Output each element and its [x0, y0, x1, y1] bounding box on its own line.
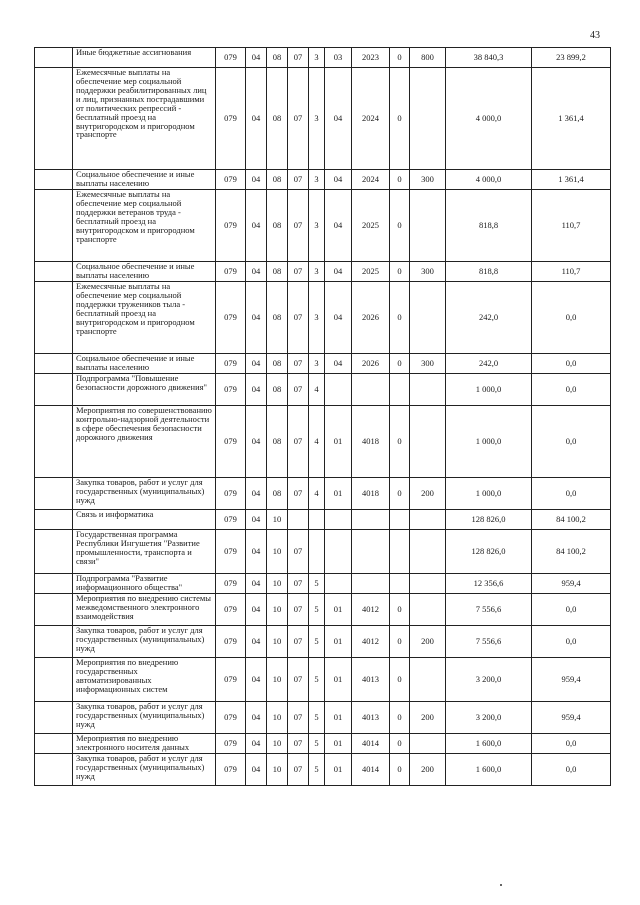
code-subsection: 08	[267, 406, 288, 478]
code-program: 07	[288, 734, 309, 754]
table-row	[35, 478, 611, 510]
item-name: Ежемесячные выплаты на обеспечение мер социальной поддержки ветеранов труда - бесплатный проезд на внутригородском и пригородном транспорте	[73, 190, 216, 262]
amount-actual: 0,0	[532, 354, 611, 374]
code-section: 04	[246, 478, 267, 510]
code-subsection: 10	[267, 574, 288, 594]
amount-actual: 0,0	[532, 406, 611, 478]
code-direction: 4014	[352, 734, 390, 754]
code-ministry: 079	[216, 734, 246, 754]
code-subprogram: 5	[309, 702, 325, 734]
amount-actual: 959,4	[532, 658, 611, 702]
item-name: Подпрограмма "Развитие информационного общества"	[73, 574, 216, 594]
code-expense-type: 200	[410, 702, 446, 734]
code-main-event: 04	[325, 282, 352, 354]
code-expense-type	[410, 658, 446, 702]
code-sub-direction: 0	[390, 478, 410, 510]
code-expense-type	[410, 510, 446, 530]
item-name: Мероприятия по внедрению государственных автоматизированных информационных систем	[73, 658, 216, 702]
amount-actual: 959,4	[532, 702, 611, 734]
amount-plan: 1 000,0	[446, 406, 532, 478]
row-blank-cell	[35, 262, 73, 282]
amount-actual: 23 899,2	[532, 48, 611, 68]
code-subsection: 08	[267, 282, 288, 354]
code-direction: 4018	[352, 478, 390, 510]
code-subprogram: 5	[309, 626, 325, 658]
code-main-event: 01	[325, 658, 352, 702]
code-direction	[352, 374, 390, 406]
table-row	[35, 530, 611, 574]
item-name: Государственная программа Республики Ингушетия "Развитие промышленности, транспорта и связи"	[73, 530, 216, 574]
code-subprogram: 3	[309, 190, 325, 262]
code-direction: 4013	[352, 658, 390, 702]
code-subsection: 08	[267, 48, 288, 68]
amount-plan: 4 000,0	[446, 170, 532, 190]
row-blank-cell	[35, 68, 73, 170]
row-blank-cell	[35, 734, 73, 754]
amount-actual: 84 100,2	[532, 530, 611, 574]
code-subprogram: 3	[309, 354, 325, 374]
amount-actual: 0,0	[532, 282, 611, 354]
code-subprogram: 3	[309, 48, 325, 68]
code-main-event: 04	[325, 170, 352, 190]
amount-actual: 1 361,4	[532, 68, 611, 170]
code-expense-type: 800	[410, 48, 446, 68]
amount-actual: 0,0	[532, 754, 611, 786]
code-ministry: 079	[216, 754, 246, 786]
code-subsection: 10	[267, 734, 288, 754]
code-sub-direction	[390, 374, 410, 406]
amount-plan: 7 556,6	[446, 626, 532, 658]
scan-speck	[500, 884, 502, 886]
budget-table-body	[35, 48, 611, 786]
item-name: Социальное обеспечение и иные выплаты населению	[73, 170, 216, 190]
code-program: 07	[288, 68, 309, 170]
code-direction	[352, 574, 390, 594]
code-main-event: 01	[325, 406, 352, 478]
item-name: Иные бюджетные ассигнования	[73, 48, 216, 68]
code-direction: 4014	[352, 754, 390, 786]
code-subsection: 10	[267, 658, 288, 702]
code-direction: 2025	[352, 190, 390, 262]
code-subsection: 10	[267, 626, 288, 658]
row-blank-cell	[35, 530, 73, 574]
amount-actual: 84 100,2	[532, 510, 611, 530]
amount-actual: 0,0	[532, 374, 611, 406]
table-row	[35, 574, 611, 594]
amount-plan: 1 600,0	[446, 734, 532, 754]
code-expense-type	[410, 406, 446, 478]
table-row	[35, 262, 611, 282]
code-subsection: 08	[267, 374, 288, 406]
amount-plan: 1 000,0	[446, 478, 532, 510]
table-row	[35, 734, 611, 754]
amount-plan: 12 356,6	[446, 574, 532, 594]
amount-plan: 1 000,0	[446, 374, 532, 406]
amount-actual: 959,4	[532, 574, 611, 594]
code-subprogram: 5	[309, 594, 325, 626]
row-blank-cell	[35, 626, 73, 658]
code-main-event	[325, 574, 352, 594]
code-program: 07	[288, 170, 309, 190]
item-name: Закупка товаров, работ и услуг для государственных (муниципальных) нужд	[73, 702, 216, 734]
table-row	[35, 702, 611, 734]
code-direction: 2024	[352, 170, 390, 190]
code-main-event	[325, 510, 352, 530]
code-sub-direction: 0	[390, 68, 410, 170]
code-sub-direction	[390, 574, 410, 594]
code-sub-direction: 0	[390, 170, 410, 190]
code-direction: 2026	[352, 282, 390, 354]
code-program: 07	[288, 262, 309, 282]
code-subsection: 08	[267, 262, 288, 282]
code-subsection: 08	[267, 354, 288, 374]
code-program: 07	[288, 190, 309, 262]
code-main-event: 04	[325, 68, 352, 170]
code-ministry: 079	[216, 594, 246, 626]
code-subsection: 10	[267, 702, 288, 734]
code-ministry: 079	[216, 374, 246, 406]
code-section: 04	[246, 170, 267, 190]
code-subprogram: 5	[309, 574, 325, 594]
table-row	[35, 510, 611, 530]
row-blank-cell	[35, 48, 73, 68]
amount-plan: 242,0	[446, 354, 532, 374]
code-main-event: 01	[325, 478, 352, 510]
code-expense-type	[410, 190, 446, 262]
code-direction: 4012	[352, 626, 390, 658]
code-subprogram	[309, 530, 325, 574]
code-direction	[352, 530, 390, 574]
code-subsection: 10	[267, 754, 288, 786]
code-ministry: 079	[216, 354, 246, 374]
code-main-event: 04	[325, 354, 352, 374]
table-row	[35, 594, 611, 626]
amount-actual: 110,7	[532, 262, 611, 282]
amount-plan: 128 826,0	[446, 510, 532, 530]
row-blank-cell	[35, 478, 73, 510]
code-program: 07	[288, 374, 309, 406]
code-sub-direction: 0	[390, 354, 410, 374]
code-sub-direction: 0	[390, 48, 410, 68]
code-direction: 2024	[352, 68, 390, 170]
item-name: Закупка товаров, работ и услуг для государственных (муниципальных) нужд	[73, 478, 216, 510]
code-sub-direction: 0	[390, 734, 410, 754]
code-section: 04	[246, 658, 267, 702]
table-row	[35, 48, 611, 68]
amount-plan: 818,8	[446, 190, 532, 262]
code-main-event: 01	[325, 702, 352, 734]
code-main-event: 04	[325, 262, 352, 282]
code-section: 04	[246, 594, 267, 626]
code-direction: 4012	[352, 594, 390, 626]
code-program	[288, 510, 309, 530]
code-subprogram: 5	[309, 658, 325, 702]
code-section: 04	[246, 374, 267, 406]
code-direction	[352, 510, 390, 530]
code-program: 07	[288, 406, 309, 478]
code-ministry: 079	[216, 282, 246, 354]
row-blank-cell	[35, 574, 73, 594]
code-sub-direction: 0	[390, 754, 410, 786]
code-sub-direction: 0	[390, 406, 410, 478]
item-name: Ежемесячные выплаты на обеспечение мер социальной поддержки реабилитированных лиц и лиц, признанных пострадавшими от политических репрессий - бесплатный проезд на внутригородском и пригородном транспорте	[73, 68, 216, 170]
code-sub-direction: 0	[390, 282, 410, 354]
amount-plan: 3 200,0	[446, 658, 532, 702]
row-blank-cell	[35, 510, 73, 530]
code-ministry: 079	[216, 658, 246, 702]
code-direction: 4013	[352, 702, 390, 734]
code-section: 04	[246, 68, 267, 170]
row-blank-cell	[35, 282, 73, 354]
amount-plan: 7 556,6	[446, 594, 532, 626]
code-main-event	[325, 530, 352, 574]
code-section: 04	[246, 510, 267, 530]
code-subsection: 10	[267, 594, 288, 626]
code-main-event: 01	[325, 734, 352, 754]
code-expense-type	[410, 734, 446, 754]
item-name: Закупка товаров, работ и услуг для государственных (муниципальных) нужд	[73, 626, 216, 658]
code-program: 07	[288, 530, 309, 574]
code-section: 04	[246, 262, 267, 282]
code-expense-type	[410, 594, 446, 626]
code-ministry: 079	[216, 68, 246, 170]
code-expense-type	[410, 374, 446, 406]
code-direction: 2023	[352, 48, 390, 68]
code-ministry: 079	[216, 530, 246, 574]
code-program: 07	[288, 574, 309, 594]
item-name: Мероприятия по внедрению электронного носителя данных	[73, 734, 216, 754]
code-expense-type: 300	[410, 354, 446, 374]
code-subsection: 10	[267, 510, 288, 530]
item-name: Социальное обеспечение и иные выплаты населению	[73, 262, 216, 282]
code-program: 07	[288, 754, 309, 786]
code-section: 04	[246, 530, 267, 574]
code-subprogram: 5	[309, 734, 325, 754]
amount-actual: 0,0	[532, 478, 611, 510]
code-program: 07	[288, 282, 309, 354]
table-row	[35, 282, 611, 354]
code-expense-type	[410, 574, 446, 594]
code-expense-type	[410, 68, 446, 170]
item-name: Связь и информатика	[73, 510, 216, 530]
code-program: 07	[288, 626, 309, 658]
amount-plan: 128 826,0	[446, 530, 532, 574]
item-name: Ежемесячные выплаты на обеспечение мер социальной поддержки тружеников тыла - бесплатный проезд на внутригородском и пригородном транспорте	[73, 282, 216, 354]
code-ministry: 079	[216, 48, 246, 68]
code-subprogram: 3	[309, 262, 325, 282]
code-subsection: 10	[267, 530, 288, 574]
code-section: 04	[246, 48, 267, 68]
code-main-event	[325, 374, 352, 406]
item-name: Закупка товаров, работ и услуг для государственных (муниципальных) нужд	[73, 754, 216, 786]
amount-actual: 0,0	[532, 594, 611, 626]
amount-actual: 1 361,4	[532, 170, 611, 190]
table-row	[35, 754, 611, 786]
code-program: 07	[288, 478, 309, 510]
code-ministry: 079	[216, 406, 246, 478]
code-subprogram: 4	[309, 478, 325, 510]
code-subprogram: 4	[309, 406, 325, 478]
code-subprogram: 3	[309, 282, 325, 354]
row-blank-cell	[35, 594, 73, 626]
row-blank-cell	[35, 190, 73, 262]
code-sub-direction: 0	[390, 262, 410, 282]
code-subsection: 08	[267, 190, 288, 262]
code-expense-type: 200	[410, 754, 446, 786]
code-sub-direction: 0	[390, 658, 410, 702]
code-sub-direction	[390, 530, 410, 574]
item-name: Мероприятия по совершенствованию контрольно-надзорной деятельности в сфере обеспечения безопасности дорожного движения	[73, 406, 216, 478]
code-ministry: 079	[216, 262, 246, 282]
code-direction: 2025	[352, 262, 390, 282]
code-program: 07	[288, 354, 309, 374]
table-row	[35, 658, 611, 702]
amount-plan: 3 200,0	[446, 702, 532, 734]
code-main-event: 01	[325, 594, 352, 626]
item-name: Социальное обеспечение и иные выплаты населению	[73, 354, 216, 374]
code-program: 07	[288, 48, 309, 68]
code-ministry: 079	[216, 574, 246, 594]
code-sub-direction: 0	[390, 594, 410, 626]
code-section: 04	[246, 626, 267, 658]
code-sub-direction: 0	[390, 626, 410, 658]
amount-plan: 38 840,3	[446, 48, 532, 68]
code-expense-type: 200	[410, 478, 446, 510]
code-sub-direction: 0	[390, 702, 410, 734]
code-sub-direction	[390, 510, 410, 530]
code-subprogram	[309, 510, 325, 530]
code-ministry: 079	[216, 510, 246, 530]
code-program: 07	[288, 702, 309, 734]
code-subsection: 08	[267, 170, 288, 190]
code-expense-type	[410, 282, 446, 354]
code-section: 04	[246, 574, 267, 594]
row-blank-cell	[35, 658, 73, 702]
code-expense-type: 300	[410, 262, 446, 282]
code-ministry: 079	[216, 190, 246, 262]
amount-plan: 242,0	[446, 282, 532, 354]
code-direction: 2026	[352, 354, 390, 374]
row-blank-cell	[35, 170, 73, 190]
code-program: 07	[288, 594, 309, 626]
page-number: 43	[590, 30, 600, 41]
code-program: 07	[288, 658, 309, 702]
code-subprogram: 5	[309, 754, 325, 786]
amount-plan: 4 000,0	[446, 68, 532, 170]
code-section: 04	[246, 190, 267, 262]
code-section: 04	[246, 354, 267, 374]
code-section: 04	[246, 702, 267, 734]
row-blank-cell	[35, 374, 73, 406]
code-subprogram: 3	[309, 68, 325, 170]
code-section: 04	[246, 754, 267, 786]
amount-actual: 110,7	[532, 190, 611, 262]
code-sub-direction: 0	[390, 190, 410, 262]
table-row	[35, 626, 611, 658]
code-main-event: 01	[325, 754, 352, 786]
code-subsection: 08	[267, 478, 288, 510]
code-section: 04	[246, 406, 267, 478]
code-subprogram: 3	[309, 170, 325, 190]
table-row	[35, 68, 611, 170]
amount-plan: 1 600,0	[446, 754, 532, 786]
code-main-event: 03	[325, 48, 352, 68]
code-ministry: 079	[216, 170, 246, 190]
budget-table	[34, 47, 611, 786]
code-direction: 4018	[352, 406, 390, 478]
code-section: 04	[246, 734, 267, 754]
row-blank-cell	[35, 754, 73, 786]
table-row	[35, 190, 611, 262]
table-row	[35, 374, 611, 406]
table-row	[35, 406, 611, 478]
code-section: 04	[246, 282, 267, 354]
row-blank-cell	[35, 406, 73, 478]
item-name: Подпрограмма "Повышение безопасности дорожного движения"	[73, 374, 216, 406]
row-blank-cell	[35, 702, 73, 734]
code-ministry: 079	[216, 478, 246, 510]
code-main-event: 04	[325, 190, 352, 262]
amount-actual: 0,0	[532, 734, 611, 754]
table-row	[35, 354, 611, 374]
amount-plan: 818,8	[446, 262, 532, 282]
code-ministry: 079	[216, 626, 246, 658]
code-expense-type: 300	[410, 170, 446, 190]
code-expense-type: 200	[410, 626, 446, 658]
amount-actual: 0,0	[532, 626, 611, 658]
code-subsection: 08	[267, 68, 288, 170]
item-name: Мероприятия по внедрению системы межведомственного электронного взаимодействия	[73, 594, 216, 626]
code-subprogram: 4	[309, 374, 325, 406]
row-blank-cell	[35, 354, 73, 374]
code-ministry: 079	[216, 702, 246, 734]
code-expense-type	[410, 530, 446, 574]
code-main-event: 01	[325, 626, 352, 658]
table-row	[35, 170, 611, 190]
